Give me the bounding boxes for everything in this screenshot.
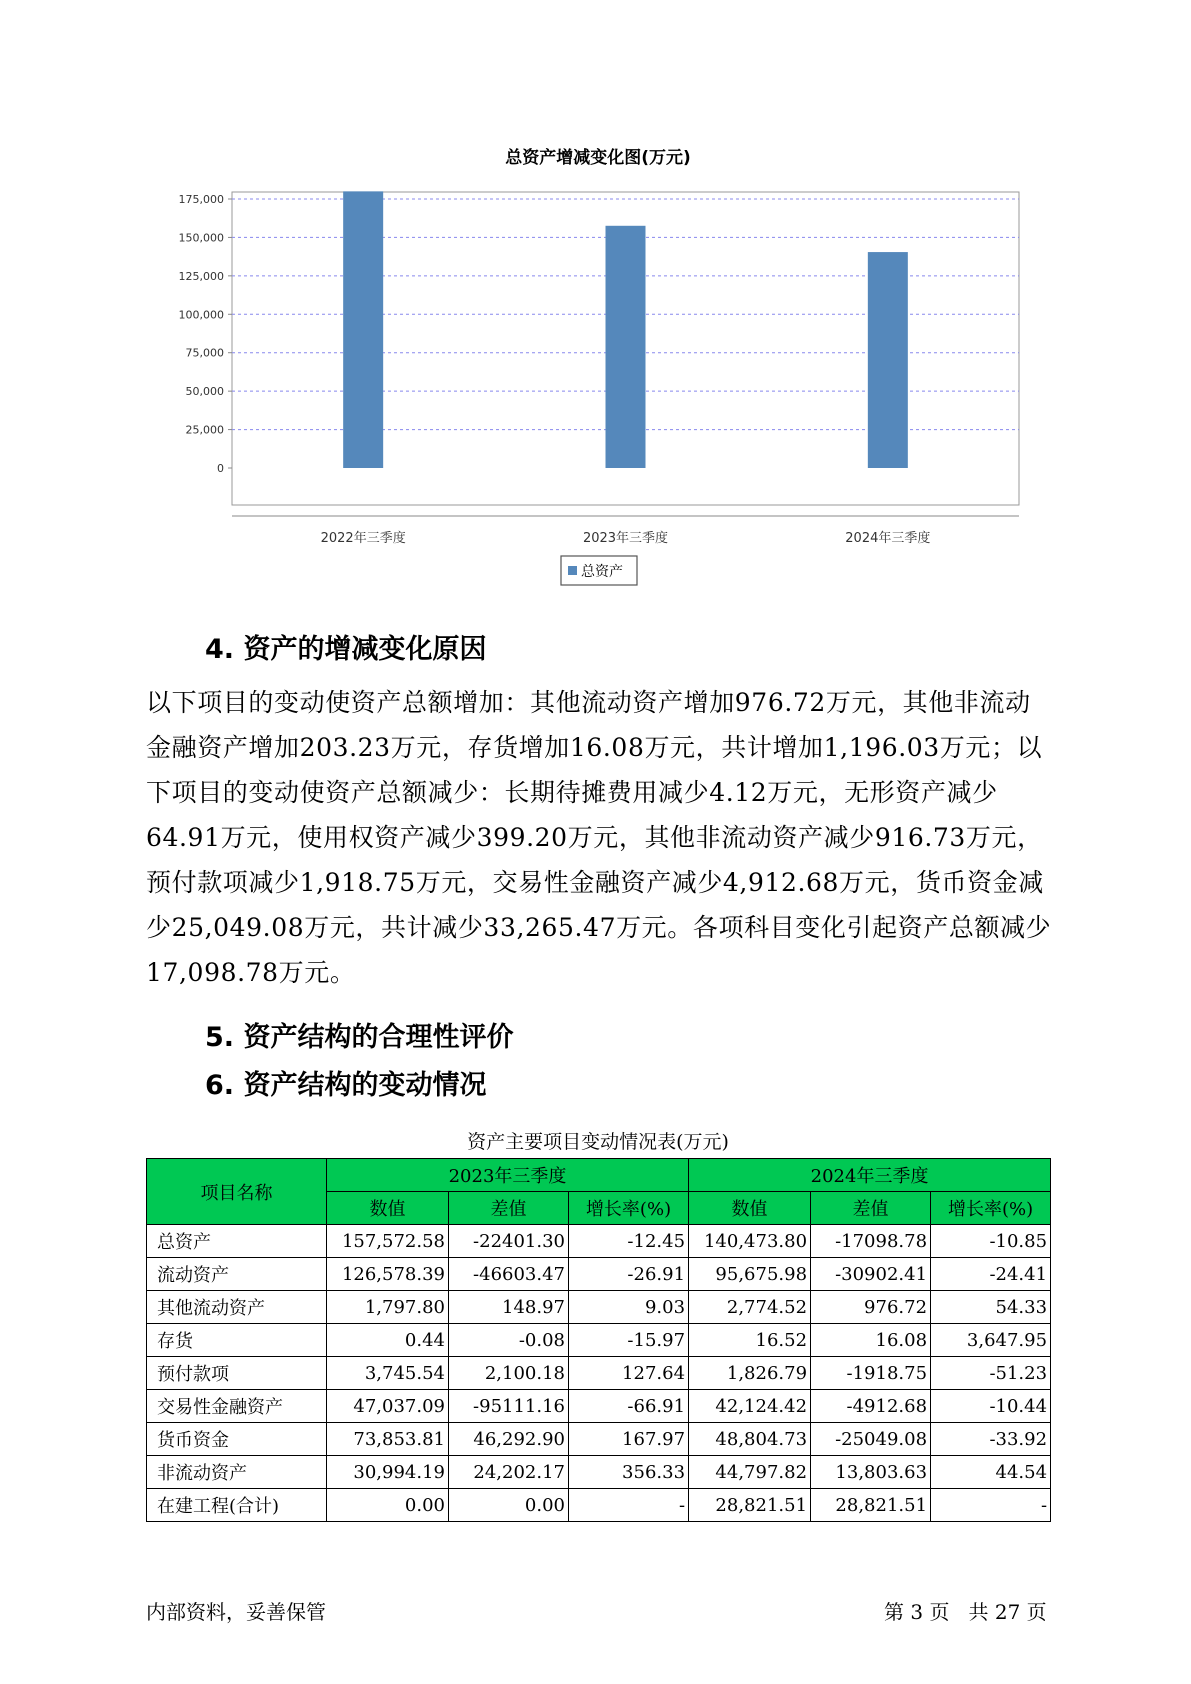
y-tick-label: 0: [217, 462, 224, 475]
row-cell: 95,675.98: [689, 1258, 811, 1291]
row-cell: 1,797.80: [327, 1291, 449, 1324]
row-cell: -24.41: [931, 1258, 1051, 1291]
row-cell: -17098.78: [811, 1225, 931, 1258]
row-cell: -66.91: [569, 1390, 689, 1423]
legend-swatch: [568, 566, 577, 575]
table-header-row: [147, 1159, 1051, 1192]
row-cell: 167.97: [569, 1423, 689, 1456]
footer-page-number: 第 3 页 共 27 页: [884, 1600, 1047, 1624]
row-cell: -46603.47: [449, 1258, 569, 1291]
item-name-header: 项目名称: [147, 1159, 327, 1225]
row-item-name: 货币资金: [147, 1423, 327, 1456]
subheader-value: 数值: [689, 1192, 811, 1225]
row-cell: -95111.16: [449, 1390, 569, 1423]
row-cell: 2,100.18: [449, 1357, 569, 1390]
bar: [606, 226, 646, 468]
row-cell: 1,826.79: [689, 1357, 811, 1390]
row-cell: 16.52: [689, 1324, 811, 1357]
row-cell: 13,803.63: [811, 1456, 931, 1489]
row-cell: 47,037.09: [327, 1390, 449, 1423]
row-cell: 44.54: [931, 1456, 1051, 1489]
row-cell: 2,774.52: [689, 1291, 811, 1324]
row-cell: -15.97: [569, 1324, 689, 1357]
row-item-name: 存货: [147, 1324, 327, 1357]
row-cell: 16.08: [811, 1324, 931, 1357]
total-assets-chart: [140, 135, 1020, 595]
x-tick-label: 2024年三季度: [845, 531, 931, 546]
table-row: [147, 1258, 1051, 1291]
period-2023-header: 2023年三季度: [327, 1159, 689, 1192]
subheader-growth: 增长率(%): [931, 1192, 1051, 1225]
row-cell: 46,292.90: [449, 1423, 569, 1456]
row-cell: 0.00: [327, 1489, 449, 1522]
table-row: [147, 1390, 1051, 1423]
x-tick-label: 2023年三季度: [582, 531, 669, 546]
subheader-diff: 差值: [449, 1192, 569, 1225]
subheader-value: 数值: [327, 1192, 449, 1225]
row-cell: 42,124.42: [689, 1390, 811, 1423]
y-tick-label: 100,000: [178, 308, 224, 322]
legend: [561, 556, 637, 585]
y-tick-label: 175,000: [178, 193, 224, 206]
row-cell: 48,804.73: [689, 1423, 811, 1456]
row-cell: 0.00: [449, 1489, 569, 1522]
row-cell: -25049.08: [811, 1423, 931, 1456]
asset-change-table: [146, 1158, 1051, 1522]
row-cell: 157,572.58: [327, 1225, 449, 1258]
row-cell: -: [569, 1489, 689, 1522]
period-2024-header: 2024年三季度: [689, 1159, 1051, 1192]
asset-change-paragraph: 以下项目的变动使资产总额增加：其他流动资产增加976.72万元，其他非流动金融资产增加203.23万元，存货增加16.08万元，共计增加1,196.03万元；以下项目的变动使资产总额减少：长期待摊费用减少4.12万元，无形资产减少64.91万元，使用权资产减少399.20万元，其他非流动资产减少916.73万元，预付款项减少1,918.75万元，交易性金融资产减少4,912.68万元，货币资金减少25,049.08万元，共计减少33,265.47万元。各项科目变化引起资产总额减少17,098.78万元。: [146, 688, 1052, 987]
row-item-name: 在建工程(合计): [147, 1489, 327, 1522]
table-row: [147, 1225, 1051, 1258]
table-row: [147, 1357, 1051, 1390]
y-tick-label: 75,000: [185, 346, 224, 360]
table-row: [147, 1423, 1051, 1456]
row-cell: -4912.68: [811, 1390, 931, 1423]
subheader-diff: 差值: [811, 1192, 931, 1225]
row-cell: -: [931, 1489, 1051, 1522]
legend-label: 总资产: [581, 564, 623, 580]
row-cell: 24,202.17: [449, 1456, 569, 1489]
table-row: [147, 1324, 1051, 1357]
y-tick-label: 50,000: [185, 385, 224, 399]
subheader-growth: 增长率(%): [569, 1192, 689, 1225]
row-cell: 148.97: [449, 1291, 569, 1324]
row-cell: 54.33: [931, 1291, 1051, 1324]
table-caption: 资产主要项目变动情况表(万元): [467, 1131, 729, 1153]
chart-title: 总资产增减变化图(万元): [505, 148, 691, 168]
table-row: [147, 1291, 1051, 1324]
row-item-name: 交易性金融资产: [147, 1390, 327, 1423]
row-cell: 44,797.82: [689, 1456, 811, 1489]
table-row: [147, 1456, 1051, 1489]
row-cell: -12.45: [569, 1225, 689, 1258]
row-cell: -51.23: [931, 1357, 1051, 1390]
row-cell: 126,578.39: [327, 1258, 449, 1291]
row-item-name: 其他流动资产: [147, 1291, 327, 1324]
row-cell: 28,821.51: [689, 1489, 811, 1522]
row-cell: 140,473.80: [689, 1225, 811, 1258]
row-cell: -10.85: [931, 1225, 1051, 1258]
row-cell: -26.91: [569, 1258, 689, 1291]
bar: [343, 191, 383, 468]
row-cell: -33.92: [931, 1423, 1051, 1456]
row-cell: 3,647.95: [931, 1324, 1051, 1357]
footer-confidential-note: 内部资料，妥善保管: [146, 1600, 326, 1624]
row-item-name: 非流动资产: [147, 1456, 327, 1489]
heading-asset-change-reasons: 4. 资产的增减变化原因: [205, 634, 487, 665]
bar: [868, 252, 908, 468]
y-tick-label: 125,000: [178, 269, 224, 283]
row-cell: 976.72: [811, 1291, 931, 1324]
x-tick-label: 2022年三季度: [320, 531, 406, 546]
row-item-name: 总资产: [147, 1225, 327, 1258]
table-row: [147, 1489, 1051, 1522]
row-cell: -0.08: [449, 1324, 569, 1357]
y-tick-label: 25,000: [185, 423, 224, 437]
row-item-name: 预付款项: [147, 1357, 327, 1390]
row-cell: 30,994.19: [327, 1456, 449, 1489]
heading-asset-structure-evaluation: 5. 资产结构的合理性评价: [205, 1022, 514, 1053]
row-cell: -30902.41: [811, 1258, 931, 1291]
row-item-name: 流动资产: [147, 1258, 327, 1291]
row-cell: -22401.30: [449, 1225, 569, 1258]
row-cell: 73,853.81: [327, 1423, 449, 1456]
row-cell: 3,745.54: [327, 1357, 449, 1390]
row-cell: 0.44: [327, 1324, 449, 1357]
y-tick-label: 150,000: [178, 231, 224, 245]
row-cell: 356.33: [569, 1456, 689, 1489]
row-cell: 127.64: [569, 1357, 689, 1390]
row-cell: 9.03: [569, 1291, 689, 1324]
row-cell: -1918.75: [811, 1357, 931, 1390]
row-cell: -10.44: [931, 1390, 1051, 1423]
row-cell: 28,821.51: [811, 1489, 931, 1522]
heading-asset-structure-changes: 6. 资产结构的变动情况: [205, 1070, 487, 1101]
